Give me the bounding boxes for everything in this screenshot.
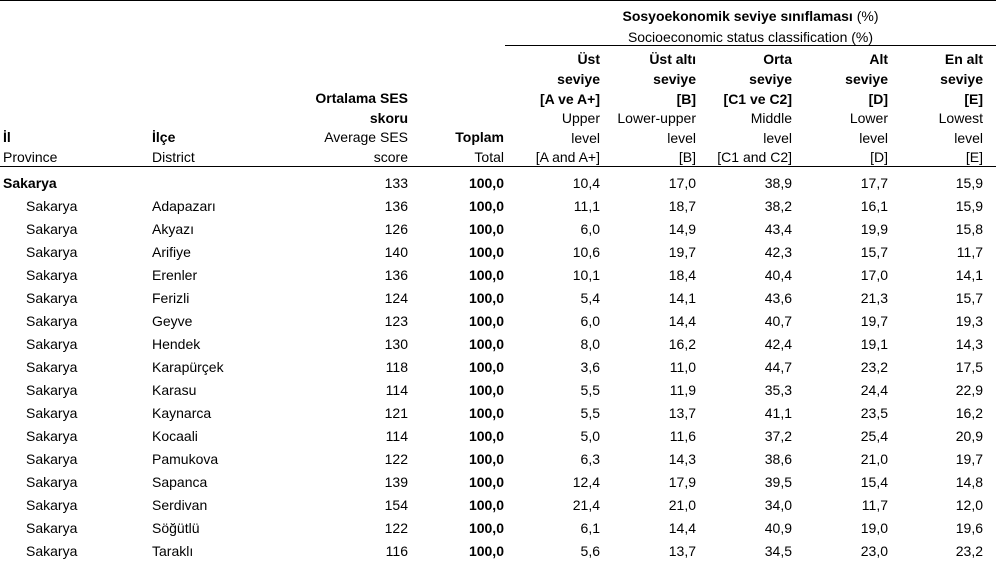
cell-lower: 17,0 — [860, 267, 888, 283]
cell-ses-score: 116 — [385, 543, 408, 559]
cell-middle: 40,4 — [764, 267, 792, 283]
col-lower-upper-en2: level — [667, 130, 696, 146]
cell-lowest: 15,7 — [955, 290, 983, 306]
cell-middle: 38,9 — [764, 175, 792, 191]
cell-lower: 19,0 — [860, 520, 888, 536]
cell-lowest: 14,1 — [955, 267, 983, 283]
cell-ses-score: 140 — [384, 244, 408, 260]
cell-district: Sapanca — [152, 474, 208, 490]
cell-total: 100,0 — [468, 382, 504, 398]
cell-province: Sakarya — [26, 267, 78, 283]
cell-province: Sakarya — [26, 290, 78, 306]
cell-province: Sakarya — [26, 382, 78, 398]
cell-ses-score: 121 — [384, 405, 408, 421]
cell-lowest: 19,7 — [955, 451, 983, 467]
cell-lower: 21,3 — [860, 290, 888, 306]
cell-lower: 24,4 — [860, 382, 888, 398]
cell-lowest: 12,0 — [955, 497, 983, 513]
cell-lower-upper: 11,6 — [669, 428, 696, 444]
cell-lowest: 22,9 — [955, 382, 983, 398]
col-lower-tr2: seviye — [845, 71, 888, 87]
cell-province: Sakarya — [26, 359, 78, 375]
col-lower-upper-tr3: [B] — [676, 91, 696, 107]
col-total-tr: Toplam — [455, 129, 504, 145]
col-lower-en1: Lower — [849, 110, 888, 126]
cell-middle: 37,2 — [764, 428, 792, 444]
cell-middle: 38,6 — [764, 451, 792, 467]
cell-middle: 44,7 — [764, 359, 792, 375]
cell-district: Arifiye — [152, 244, 191, 260]
cell-upper: 6,0 — [580, 221, 600, 237]
cell-ses-score: 114 — [385, 428, 408, 444]
cell-district: Ferizli — [152, 290, 190, 306]
col-upper-tr1: Üst — [577, 51, 600, 67]
cell-middle: 35,3 — [764, 382, 792, 398]
cell-middle: 34,0 — [764, 497, 792, 513]
cell-lower: 23,5 — [860, 405, 888, 421]
cell-middle: 42,3 — [764, 244, 792, 260]
cell-middle: 40,7 — [764, 313, 792, 329]
cell-district: Taraklı — [152, 543, 194, 559]
cell-lowest: 15,9 — [955, 198, 983, 214]
cell-lower-upper: 14,4 — [668, 313, 696, 329]
table-row — [0, 333, 996, 356]
table-row — [0, 287, 996, 310]
cell-total: 100,0 — [468, 359, 504, 375]
cell-total: 100,0 — [468, 198, 504, 214]
table-row — [0, 264, 996, 287]
table-row — [0, 379, 996, 402]
cell-upper: 5,0 — [580, 428, 600, 444]
cell-district: Kaynarca — [152, 405, 212, 421]
cell-lower-upper: 13,7 — [668, 543, 696, 559]
cell-ses-score: 114 — [385, 382, 408, 398]
col-ses-en2: score — [373, 149, 408, 165]
cell-lower: 16,1 — [860, 198, 888, 214]
cell-lower-upper: 11,0 — [669, 359, 696, 375]
cell-lowest: 15,8 — [955, 221, 983, 237]
cell-lower-upper: 18,7 — [668, 198, 696, 214]
cell-upper: 11,1 — [573, 198, 600, 214]
cell-lower-upper: 21,0 — [668, 497, 696, 513]
cell-total: 100,0 — [468, 474, 504, 490]
cell-district: Adapazarı — [152, 198, 216, 214]
cell-district: Pamukova — [152, 451, 219, 467]
col-total-en: Total — [474, 149, 504, 165]
cell-lowest: 16,2 — [955, 405, 983, 421]
cell-upper: 10,1 — [572, 267, 600, 283]
cell-ses-score: 136 — [384, 267, 408, 283]
table-row — [0, 494, 996, 517]
col-lower-en3: [D] — [870, 149, 888, 165]
table-row — [0, 471, 996, 494]
cell-upper: 10,4 — [572, 175, 600, 191]
table-row — [0, 310, 996, 333]
cell-upper: 12,4 — [572, 474, 600, 490]
cell-district: Karapürçek — [152, 359, 224, 375]
col-lower-tr3: [D] — [868, 91, 888, 107]
cell-province: Sakarya — [26, 428, 78, 444]
cell-province: Sakarya — [26, 198, 78, 214]
cell-lower-upper: 14,4 — [668, 520, 696, 536]
col-lower-upper-en3: [B] — [678, 149, 696, 165]
group-header-en: Socioeconomic status classification (%) — [627, 29, 874, 45]
cell-lowest: 15,9 — [955, 175, 983, 191]
cell-ses-score: 139 — [384, 474, 408, 490]
cell-province: Sakarya — [26, 474, 78, 490]
cell-upper: 8,0 — [580, 336, 600, 352]
cell-middle: 34,5 — [764, 543, 792, 559]
cell-total: 100,0 — [468, 405, 504, 421]
cell-upper: 6,1 — [580, 520, 600, 536]
cell-district: Karasu — [152, 382, 197, 398]
cell-middle: 40,9 — [764, 520, 792, 536]
cell-province: Sakarya — [3, 175, 57, 191]
col-province-tr: İl — [3, 129, 11, 145]
col-middle-tr3: [C1 ve C2] — [723, 91, 792, 107]
col-ses-en1: Average SES — [324, 129, 408, 145]
cell-total: 100,0 — [468, 175, 504, 191]
cell-lower: 19,7 — [860, 313, 888, 329]
group-header-rule — [505, 45, 996, 46]
cell-upper: 5,4 — [580, 290, 600, 306]
cell-lower-upper: 19,7 — [668, 244, 696, 260]
col-lower-en2: level — [859, 130, 888, 146]
table-row — [0, 218, 996, 241]
cell-lowest: 14,8 — [955, 474, 983, 490]
cell-total: 100,0 — [468, 451, 504, 467]
group-header-tr-text: Sosyoekonomik seviye sınıflaması — [622, 8, 853, 24]
table-row — [0, 195, 996, 218]
col-upper-tr2: seviye — [557, 71, 600, 87]
cell-upper: 5,6 — [580, 543, 600, 559]
col-middle-tr2: seviye — [749, 71, 792, 87]
col-district-tr: İlçe — [152, 129, 176, 145]
cell-middle: 38,2 — [764, 198, 792, 214]
col-lower-tr1: Alt — [869, 51, 888, 67]
cell-upper: 21,4 — [572, 497, 600, 513]
cell-lower-upper: 14,3 — [668, 451, 696, 467]
cell-province: Sakarya — [26, 313, 78, 329]
cell-upper: 5,5 — [580, 405, 600, 421]
cell-province: Sakarya — [26, 405, 78, 421]
cell-middle: 39,5 — [764, 474, 792, 490]
cell-lower-upper: 14,9 — [668, 221, 696, 237]
cell-lowest: 14,3 — [955, 336, 983, 352]
cell-upper: 6,0 — [580, 313, 600, 329]
cell-total: 100,0 — [468, 428, 504, 444]
cell-ses-score: 124 — [384, 290, 408, 306]
top-rule — [0, 0, 996, 1]
col-lowest-en3: [E] — [965, 149, 983, 165]
cell-total: 100,0 — [468, 290, 504, 306]
cell-lower: 21,0 — [860, 451, 888, 467]
cell-province: Sakarya — [26, 244, 78, 260]
cell-lower-upper: 17,0 — [668, 175, 696, 191]
header-rule — [0, 166, 996, 167]
cell-total: 100,0 — [468, 313, 504, 329]
cell-lower: 19,9 — [860, 221, 888, 237]
col-upper-en2: level — [571, 130, 600, 146]
cell-province: Sakarya — [26, 543, 78, 559]
cell-lower: 19,1 — [860, 336, 888, 352]
col-lowest-tr3: [E] — [964, 91, 983, 107]
cell-middle: 41,1 — [764, 405, 792, 421]
cell-ses-score: 123 — [384, 313, 408, 329]
col-district-en: District — [152, 149, 195, 165]
cell-lower: 11,7 — [861, 497, 888, 513]
cell-district — [152, 172, 282, 195]
col-lowest-tr2: seviye — [940, 71, 983, 87]
cell-lowest: 23,2 — [955, 543, 983, 559]
cell-lower-upper: 17,9 — [668, 474, 696, 490]
cell-lower-upper: 13,7 — [668, 405, 696, 421]
cell-district: Akyazı — [152, 221, 195, 237]
cell-middle: 42,4 — [764, 336, 792, 352]
cell-ses-score: 154 — [384, 497, 408, 513]
group-header-unit: (%) — [852, 8, 879, 24]
cell-total: 100,0 — [468, 543, 504, 559]
cell-total: 100,0 — [468, 267, 504, 283]
cell-middle: 43,4 — [764, 221, 792, 237]
table-row-province-total — [0, 172, 996, 195]
cell-lower: 23,0 — [860, 543, 888, 559]
col-lowest-tr1: En alt — [944, 51, 983, 67]
cell-district: Hendek — [152, 336, 201, 352]
cell-lowest: 11,7 — [956, 244, 983, 260]
cell-lower-upper: 16,2 — [668, 336, 696, 352]
cell-lower-upper: 14,1 — [668, 290, 696, 306]
col-ses-tr2: skoru — [369, 110, 408, 126]
cell-ses-score: 126 — [384, 221, 408, 237]
col-middle-en3: [C1 and C2] — [717, 149, 792, 165]
col-lowest-en1: Lowest — [938, 110, 983, 126]
cell-total: 100,0 — [468, 244, 504, 260]
cell-lower-upper: 11,9 — [669, 382, 696, 398]
cell-ses-score: 122 — [384, 520, 408, 536]
table-row — [0, 517, 996, 540]
col-middle-en1: Middle — [750, 110, 792, 126]
col-ses-tr1: Ortalama SES — [315, 90, 408, 106]
cell-middle: 43,6 — [764, 290, 792, 306]
cell-total: 100,0 — [468, 221, 504, 237]
cell-district: Kocaali — [152, 428, 198, 444]
table-row — [0, 540, 996, 563]
table-row — [0, 448, 996, 471]
cell-ses-score: 133 — [384, 175, 408, 191]
col-province-en: Province — [3, 149, 58, 165]
group-header-tr — [505, 6, 996, 26]
cell-lower-upper: 18,4 — [668, 267, 696, 283]
cell-province: Sakarya — [26, 221, 78, 237]
cell-ses-score: 122 — [384, 451, 408, 467]
cell-district: Geyve — [152, 313, 193, 329]
cell-province: Sakarya — [26, 497, 78, 513]
cell-ses-score: 130 — [384, 336, 408, 352]
cell-total: 100,0 — [468, 497, 504, 513]
cell-lower: 15,4 — [860, 474, 888, 490]
cell-total: 100,0 — [468, 336, 504, 352]
cell-district: Serdivan — [152, 497, 208, 513]
cell-total: 100,0 — [468, 520, 504, 536]
col-upper-en1: Upper — [561, 110, 600, 126]
col-upper-en3: [A and A+] — [535, 149, 600, 165]
cell-lower: 23,2 — [860, 359, 888, 375]
col-lower-upper-tr1: Üst altı — [649, 51, 696, 67]
cell-lowest: 19,6 — [955, 520, 983, 536]
cell-lower: 17,7 — [860, 175, 888, 191]
col-lowest-en2: level — [954, 130, 983, 146]
cell-lowest: 17,5 — [955, 359, 983, 375]
cell-upper: 10,6 — [572, 244, 600, 260]
col-middle-tr1: Orta — [763, 51, 792, 67]
cell-province: Sakarya — [26, 336, 78, 352]
cell-upper: 3,6 — [580, 359, 600, 375]
cell-lowest: 20,9 — [955, 428, 983, 444]
cell-upper: 5,5 — [580, 382, 600, 398]
col-lower-upper-tr2: seviye — [653, 71, 696, 87]
col-upper-tr3: [A ve A+] — [539, 91, 600, 107]
table-row — [0, 356, 996, 379]
cell-district: Erenler — [152, 267, 198, 283]
table-row — [0, 425, 996, 448]
cell-ses-score: 136 — [384, 198, 408, 214]
cell-lower: 15,7 — [860, 244, 888, 260]
cell-province: Sakarya — [26, 520, 78, 536]
cell-district: Söğütlü — [152, 520, 200, 536]
cell-ses-score: 118 — [385, 359, 408, 375]
table-row — [0, 402, 996, 425]
cell-province: Sakarya — [26, 451, 78, 467]
col-middle-en2: level — [763, 130, 792, 146]
cell-lower: 25,4 — [860, 428, 888, 444]
col-lower-upper-en1: Lower-upper — [617, 110, 696, 126]
cell-upper: 6,3 — [580, 451, 600, 467]
cell-lowest: 19,3 — [955, 313, 983, 329]
table-row — [0, 241, 996, 264]
